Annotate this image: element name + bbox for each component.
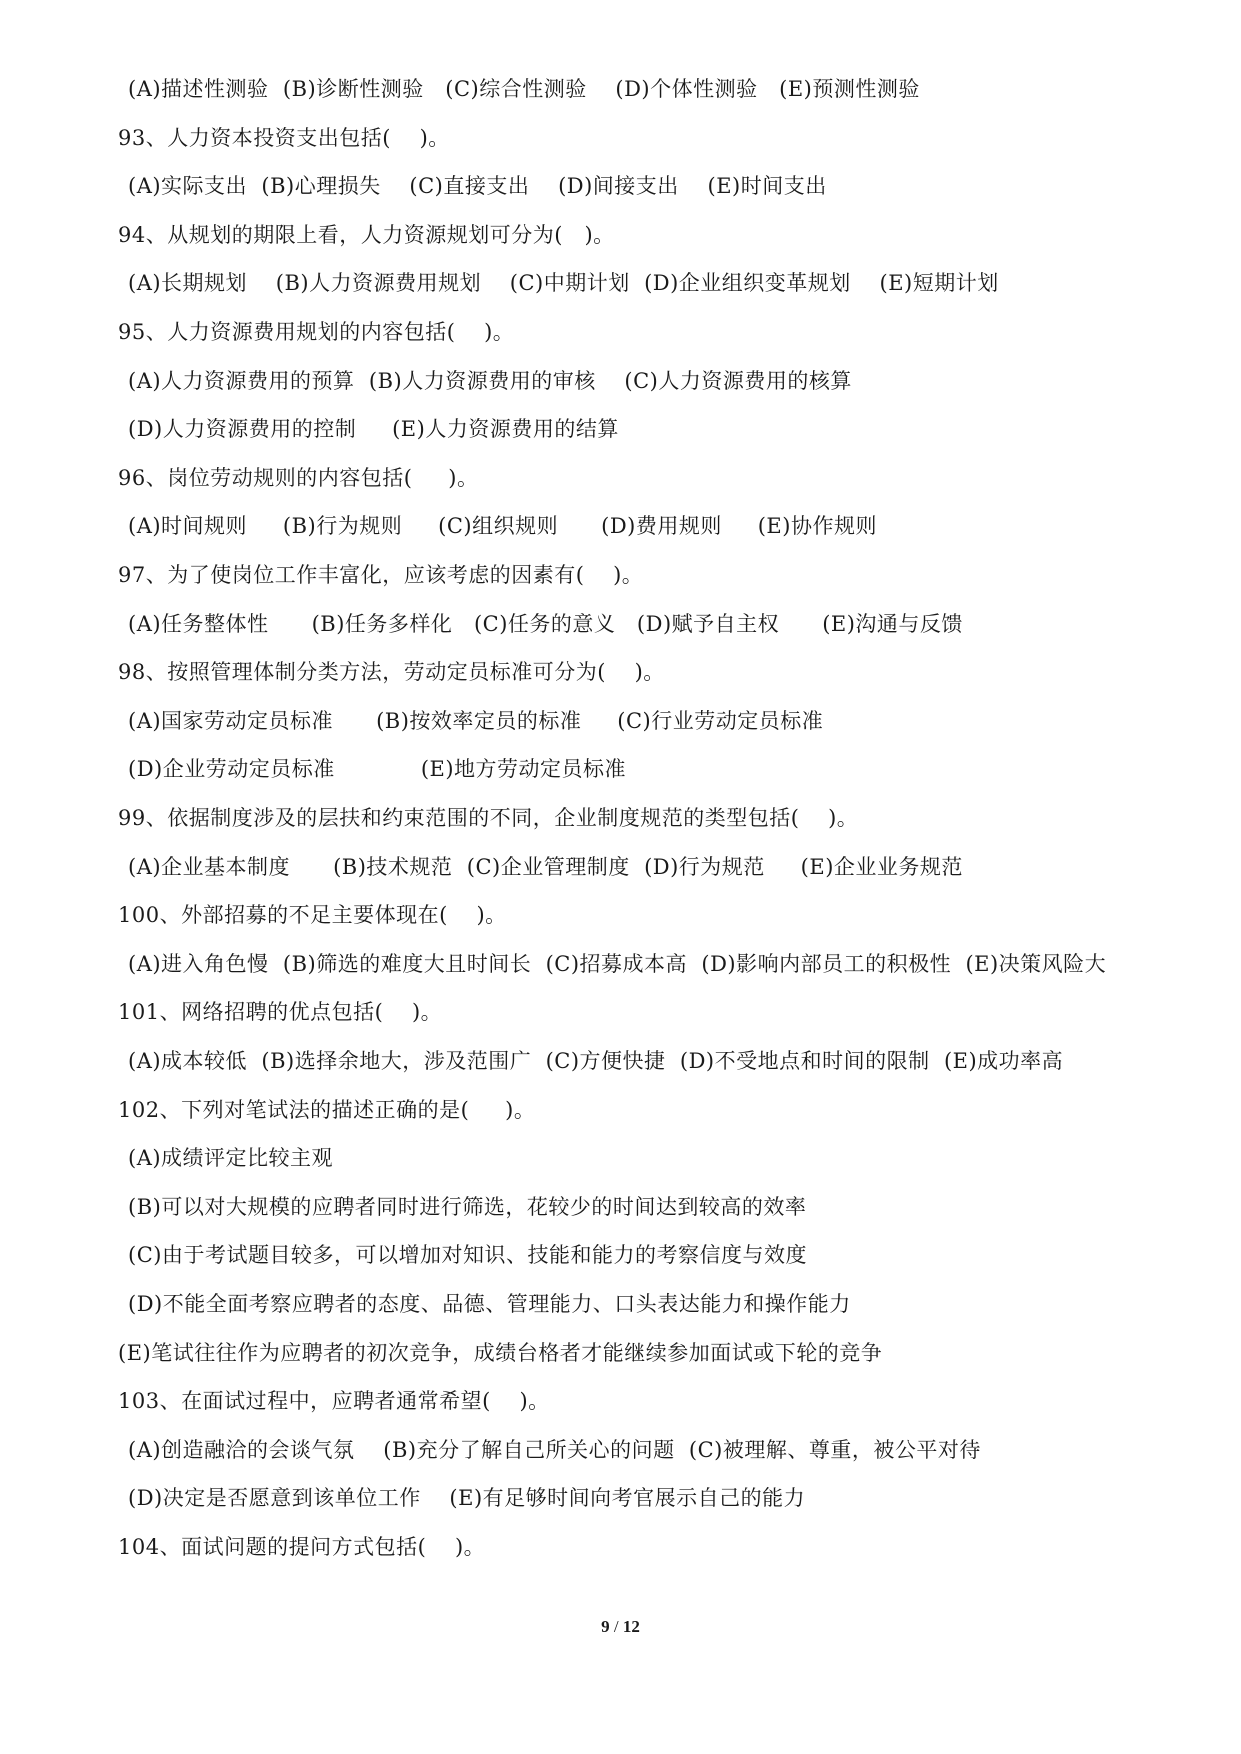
option-line: (A)成绩评定比较主观 bbox=[128, 1146, 334, 1171]
option-line: (D)人力资源费用的控制 (E)人力资源费用的结算 bbox=[128, 417, 619, 442]
question-text: 98、按照管理体制分类方法，劳动定员标准可分为( )。 bbox=[118, 660, 665, 685]
option-line: (A)任务整体性 (B)任务多样化 (C)任务的意义 (D)赋予自主权 (E)沟通与反馈 bbox=[128, 611, 963, 636]
option-line: (B)可以对大规模的应聘者同时进行筛选，花较少的时间达到较高的效率 bbox=[128, 1194, 807, 1219]
page-separator: / bbox=[609, 1617, 623, 1636]
question-text: (E)笔试往往作为应聘者的初次竞争，成绩台格者才能继续参加面试或下轮的竞争 bbox=[118, 1340, 883, 1365]
option-line: (A)时间规则 (B)行为规则 (C)组织规则 (D)费用规则 (E)协作规则 bbox=[128, 514, 877, 539]
option-line: (A)进入角色慢 (B)筛选的难度大且时间长 (C)招募成本高 (D)影响内部员工的积极性 (E)决策风险大 bbox=[128, 951, 1107, 976]
question-text: 99、依据制度涉及的层扶和约束范围的不同，企业制度规范的类型包括( )。 bbox=[118, 806, 859, 830]
option-line: (D)企业劳动定员标准 (E)地方劳动定员标准 bbox=[128, 757, 627, 782]
question-text: 94、从规划的期限上看，人力资源规划可分为( )。 bbox=[118, 222, 615, 247]
question-text: 103、在面试过程中，应聘者通常希望( )。 bbox=[118, 1389, 550, 1414]
question-text: 95、人力资源费用规划的内容包括( )。 bbox=[118, 320, 515, 344]
option-line: (A)国家劳动定员标准 (B)按效率定员的标准 (C)行业劳动定员标准 bbox=[128, 708, 824, 733]
option-line: (A)企业基本制度 (B)技术规范 (C)企业管理制度 (D)行为规范 (E)企业业务规范 bbox=[128, 854, 963, 879]
question-text: 96、岗位劳动规则的内容包括( )。 bbox=[118, 465, 479, 490]
option-line: (A)成本较低 (B)选择余地大，涉及范围广 (C)方便快捷 (D)不受地点和时间的限制 (E)成功率高 bbox=[128, 1049, 1064, 1073]
question-text: 101、网络招聘的优点包括( )。 bbox=[118, 1000, 443, 1025]
question-text: 104、面试问题的提问方式包括( )。 bbox=[118, 1535, 486, 1559]
question-text: 97、为了使岗位工作丰富化，应该考虑的因素有( )。 bbox=[118, 563, 644, 587]
option-line: (A)描述性测验 (B)诊断性测验 (C)综合性测验 (D)个体性测验 (E)预测性测验 bbox=[128, 77, 920, 101]
option-line: (A)人力资源费用的预算 (B)人力资源费用的审核 (C)人力资源费用的核算 bbox=[128, 368, 852, 393]
question-text: 102、下列对笔试法的描述正确的是( )。 bbox=[118, 1097, 536, 1122]
option-line: (C)由于考试题目较多，可以增加对知识、技能和能力的考察信度与效度 bbox=[128, 1243, 807, 1268]
page-total: 12 bbox=[622, 1617, 640, 1636]
option-line: (A)实际支出 (B)心理损失 (C)直接支出 (D)间接支出 (E)时间支出 bbox=[128, 174, 827, 199]
question-text: 93、人力资本投资支出包括( )。 bbox=[118, 125, 450, 150]
option-line: (A)创造融洽的会谈气氛 (B)充分了解自己所关心的问题 (C)被理解、尊重，被公平对待 bbox=[128, 1437, 981, 1462]
page-footer bbox=[0, 1617, 1241, 1637]
option-line: (D)不能全面考察应聘者的态度、品德、管理能力、口头表达能力和操作能力 bbox=[128, 1292, 851, 1316]
question-text: 100、外部招募的不足主要体现在( )。 bbox=[118, 903, 507, 928]
option-line: (A)长期规划 (B)人力资源费用规划 (C)中期计划 (D)企业组织变革规划 (E)短期计划 bbox=[128, 271, 999, 296]
option-line: (D)决定是否愿意到该单位工作 (E)有足够时间向考官展示自己的能力 bbox=[128, 1486, 806, 1511]
page-number: 9 bbox=[601, 1617, 610, 1636]
